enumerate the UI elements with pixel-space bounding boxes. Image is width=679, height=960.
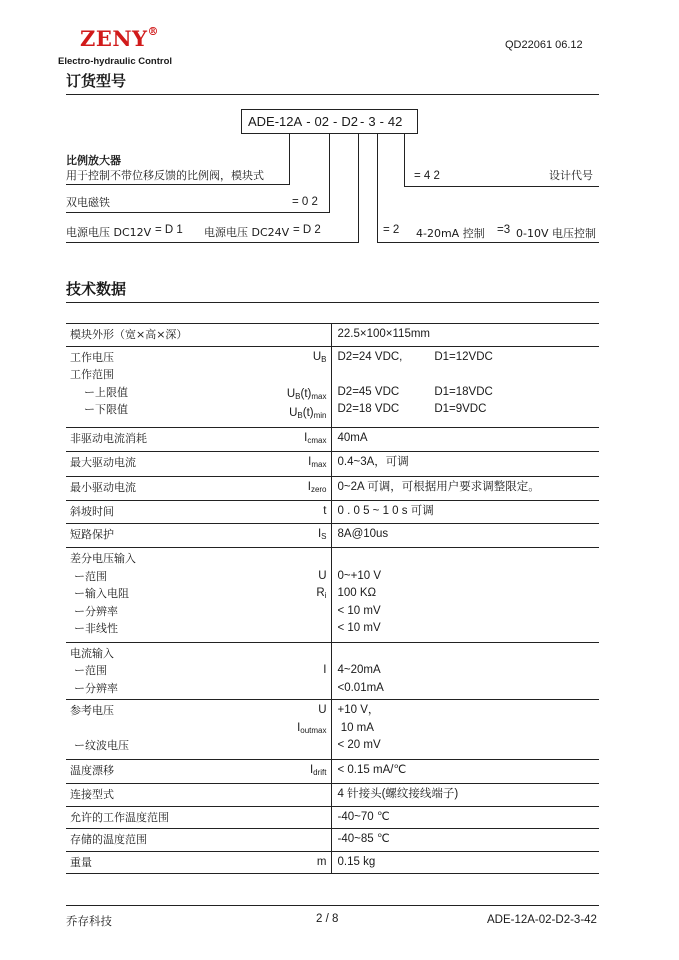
product-name: 比例放大器: [66, 154, 121, 167]
ordering-title: 订货型号: [66, 72, 127, 90]
spec-symbol: $I_{cmax}$: [304, 431, 327, 445]
table-row: [66, 427, 599, 452]
spec-value: 4~20mA: [337, 664, 381, 676]
registered-mark: ®: [147, 25, 160, 38]
spec-value: 0.4~3A，可调: [337, 456, 409, 468]
spec-symbol: $I_S$: [317, 527, 327, 541]
connector-control: [377, 134, 378, 242]
spec-label: 允许的工作温度范围: [70, 810, 169, 824]
spec-label: 差分电压输入: [70, 552, 136, 565]
spec-value: 22.5×100×115mm: [337, 328, 430, 340]
spec-value: <0.01mA: [337, 681, 384, 694]
control-3-value: =3: [497, 224, 511, 236]
code-part-control: 3: [368, 114, 376, 129]
spec-label: 连接型式: [70, 788, 114, 801]
spec-symbol: U: [318, 704, 327, 716]
spec-symbol: $U_B(t)_{min}$: [289, 407, 327, 420]
spec-symbol: $I_{max}$: [308, 456, 327, 469]
spec-value: D2=18 VDC D1=9VDC: [337, 403, 487, 415]
footer-model: ADE-12A-02-D2-3-42: [487, 914, 597, 926]
tech-title-rule: [66, 302, 599, 303]
spec-value: 0~2A 可调，可根据用户要求调整限定。: [337, 480, 540, 493]
spec-value: 100 KΩ: [337, 587, 377, 599]
table-row: [66, 324, 599, 347]
spec-label: ー非线性: [74, 622, 118, 635]
spec-value: < 10 mV: [337, 604, 381, 617]
spec-value: +10 V，: [337, 704, 380, 716]
spec-label: ー范围: [74, 664, 107, 677]
spec-label: 参考电压: [70, 704, 114, 717]
control-2-value: = 2: [383, 224, 400, 236]
code-part-series: ADE-12A: [248, 114, 303, 129]
spec-label: 短路保护: [70, 527, 114, 541]
code-sep: -: [379, 114, 384, 129]
supply-24v-label: 电源电压 DC24V: [204, 226, 290, 239]
connector-design: [404, 134, 405, 186]
design-code-value: = 4 2: [414, 170, 440, 182]
table-row: [66, 851, 599, 874]
connector-solenoid: [329, 134, 330, 212]
spec-label: 最小驱动电流: [70, 480, 136, 494]
supply-12v-label: 电源电压 DC12V: [66, 226, 152, 239]
spec-value: D2=24 VDC, D1=12VDC: [337, 350, 493, 363]
brand-logo: [80, 26, 159, 51]
spec-label: ー范围: [74, 569, 107, 583]
footer-rule: [66, 905, 599, 906]
spec-symbol: t: [323, 505, 327, 517]
spec-label: ー输入电阻: [74, 587, 129, 600]
spec-value: 4 针接头(螺纹接线端子): [337, 788, 459, 800]
spec-symbol: $I_{drift}$: [309, 763, 327, 777]
logo-subtitle: Electro-hydraulic Control: [58, 56, 173, 67]
code-part-solenoid: 02: [314, 114, 330, 129]
solenoid-label: 双电磁铁: [66, 196, 110, 209]
spec-label: 工作电压: [70, 350, 114, 364]
spec-label: 斜坡时间: [70, 505, 114, 518]
logo-text: ZENY: [80, 26, 148, 51]
code-part-design: 42: [387, 114, 403, 129]
page-number: 2 / 8: [316, 913, 339, 925]
spec-label: ー分辨率: [74, 681, 118, 695]
code-sep: -: [306, 114, 311, 129]
table-row: [66, 501, 599, 524]
table-row: [66, 523, 599, 548]
spec-label: 温度漂移: [70, 763, 114, 777]
table-row: [66, 829, 599, 852]
table-row: [66, 346, 599, 427]
table-row: [66, 784, 599, 807]
spec-label: 最大驱动电流: [70, 456, 136, 469]
model-code: [248, 114, 406, 129]
spec-value: 10 mA: [337, 721, 374, 734]
code-part-supply: D2: [341, 114, 358, 129]
spec-label: 重量: [70, 855, 92, 869]
spec-value: 0~+10 V: [337, 569, 381, 582]
connector-series-rule: [66, 184, 290, 185]
spec-label: 存储的温度范围: [70, 833, 147, 846]
title-rule: [66, 94, 599, 95]
connector-solenoid-rule: [66, 212, 330, 213]
spec-value: D2=45 VDC D1=18VDC: [337, 385, 493, 398]
product-description: 用于控制不带位移反馈的比例阀，模块式: [66, 169, 264, 182]
connector-control-rule: [377, 242, 599, 243]
tech-title: 技术数据: [66, 280, 127, 298]
design-code-label: 设计代号: [549, 169, 593, 182]
footer-company: 乔存科技: [66, 914, 112, 928]
spec-symbol: $U_B(t)_{max}$: [286, 387, 327, 401]
code-sep: -: [333, 114, 338, 129]
supply-24v-value: = D 2: [293, 224, 321, 236]
spec-symbol: $R_i$: [316, 587, 327, 600]
connector-supply: [358, 134, 359, 242]
table-row: [66, 548, 599, 643]
tech-spec-table: [66, 323, 599, 874]
spec-label: ー纹波电压: [74, 739, 129, 752]
spec-symbol: $U_B$: [312, 350, 327, 364]
spec-value: 0.15 kg: [337, 855, 376, 868]
spec-value: -40~85 ℃: [337, 833, 390, 845]
connector-series: [289, 134, 290, 184]
spec-value: 8A@10us: [337, 527, 389, 540]
table-row: [66, 806, 599, 829]
spec-value: < 0.15 mA/℃: [337, 763, 407, 776]
spec-label: ー分辨率: [74, 604, 118, 618]
spec-symbol: m: [316, 855, 327, 868]
spec-label: 非驱动电流消耗: [70, 431, 147, 445]
control-3-label: 0-10V 电压控制: [516, 227, 596, 240]
table-row: [66, 700, 599, 760]
spec-value: 40mA: [337, 431, 368, 444]
table-row: [66, 642, 599, 700]
spec-label: ー上限值: [84, 385, 128, 399]
connector-design-rule: [404, 186, 599, 187]
spec-label: 工作范围: [70, 368, 114, 381]
spec-label: 模块外形（宽×高×深）: [70, 328, 188, 341]
spec-symbol: $I_{outmax}$: [297, 721, 327, 735]
spec-symbol: $I_{zero}$: [307, 480, 327, 494]
spec-value: -40~70 ℃: [337, 810, 390, 823]
document-number: QD22061 06.12: [505, 39, 583, 51]
spec-symbol: I: [323, 664, 327, 676]
table-row: [66, 452, 599, 477]
spec-symbol: U: [318, 569, 327, 582]
table-row: [66, 759, 599, 784]
connector-supply-rule: [66, 242, 359, 243]
table-row: [66, 476, 599, 501]
spec-value: < 20 mV: [337, 739, 381, 751]
spec-value: 0 . 0 5 ~ 1 0 s 可调: [337, 505, 434, 517]
code-sep: -: [359, 114, 365, 129]
spec-label: 电流输入: [70, 646, 114, 660]
control-2-label: 4-20mA 控制: [416, 227, 485, 240]
spec-value: < 10 mV: [337, 622, 381, 634]
solenoid-value: = 0 2: [292, 196, 318, 208]
spec-label: ー下限值: [84, 403, 128, 416]
supply-12v-value: = D 1: [155, 224, 183, 236]
